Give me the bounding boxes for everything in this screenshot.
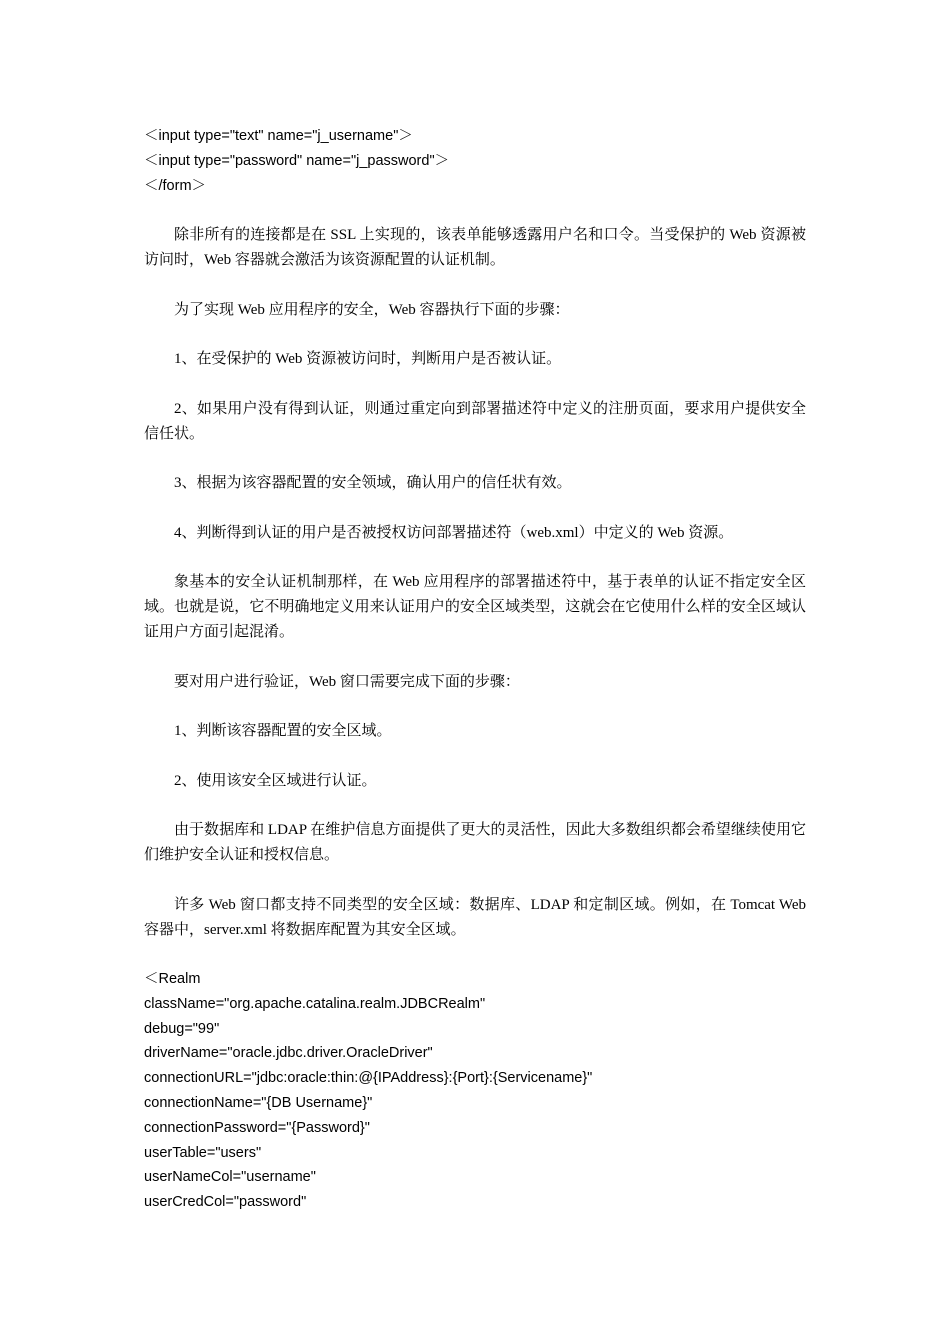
spacer — [144, 273, 806, 298]
code-line: connectionName="{DB Username}" — [144, 1095, 373, 1112]
spacer — [144, 694, 806, 719]
paragraph: 除非所有的连接都是在 SSL 上实现的，该表单能够透露用户名和口令。当受保护的 Web 资源被访问时，Web 容器就会激活为该资源配置的认证机制。 — [144, 227, 806, 268]
spacer — [144, 322, 806, 347]
code-line: connectionURL="jdbc:oracle:thin:@{IPAddress}:{Port}:{Servicename}" — [144, 1070, 593, 1087]
paragraph: 象基本的安全认证机制那样，在 Web 应用程序的部署描述符中，基于表单的认证不指定安全区域。也就是说，它不明确地定义用来认证用户的安全区域类型，这就会在它使用什么样的安全区域认证用户方面引起混淆。 — [144, 574, 806, 640]
paragraph: 4、判断得到认证的用户是否被授权访问部署描述符（web.xml）中定义的 Web 资源。 — [174, 524, 734, 541]
code-line: ＜input type="text" name="j_username"＞ — [144, 128, 413, 144]
code-line: driverName="oracle.jdbc.driver.OracleDriver" — [144, 1045, 433, 1062]
paragraph: 1、在受保护的 Web 资源被访问时，判断用户是否被认证。 — [174, 351, 562, 368]
spacer — [144, 546, 806, 571]
code-line: className="org.apache.catalina.realm.JDBCRealm" — [144, 995, 486, 1012]
spacer — [144, 868, 806, 893]
code-line: connectionPassword="{Password}" — [144, 1119, 370, 1136]
spacer — [144, 645, 806, 670]
code-line: userTable="users" — [144, 1144, 262, 1161]
paragraph: 要对用户进行验证，Web 窗口需要完成下面的步骤： — [174, 673, 520, 690]
paragraph: 2、使用该安全区域进行认证。 — [174, 772, 377, 789]
paragraph: 由于数据库和 LDAP 在维护信息方面提供了更大的灵活性，因此大多数组织都会希望继续使用它们维护安全认证和授权信息。 — [144, 822, 806, 864]
spacer — [144, 942, 806, 967]
paragraph: 3、根据为该容器配置的安全领域，确认用户的信任状有效。 — [174, 475, 572, 492]
code-line: userCredCol="password" — [144, 1194, 307, 1211]
code-line: ＜input type="password" name="j_password"＞ — [144, 152, 450, 169]
code-line: ＜Realm — [144, 971, 201, 988]
spacer — [144, 496, 806, 521]
paragraph: 2、如果用户没有得到认证，则通过重定向到部署描述符中定义的注册页面，要求用户提供安全信任状。 — [144, 400, 806, 442]
spacer — [144, 372, 806, 397]
paragraph: 为了实现 Web 应用程序的安全，Web 容器执行下面的步骤： — [174, 301, 570, 318]
code-line: userNameCol="username" — [144, 1169, 316, 1186]
paragraph: 1、判断该容器配置的安全区域。 — [174, 723, 392, 740]
spacer — [144, 446, 806, 471]
spacer — [144, 794, 806, 819]
paragraph: 许多 Web 窗口都支持不同类型的安全区域：数据库、LDAP 和定制区域。例如，在 Tomcat Web 容器中，server.xml 将数据库配置为其安全区域。 — [144, 896, 806, 938]
code-line: debug="99" — [144, 1020, 220, 1037]
spacer — [144, 198, 806, 223]
spacer — [144, 744, 806, 769]
code-line: ＜/form＞ — [144, 177, 207, 194]
document-body — [144, 124, 806, 1215]
